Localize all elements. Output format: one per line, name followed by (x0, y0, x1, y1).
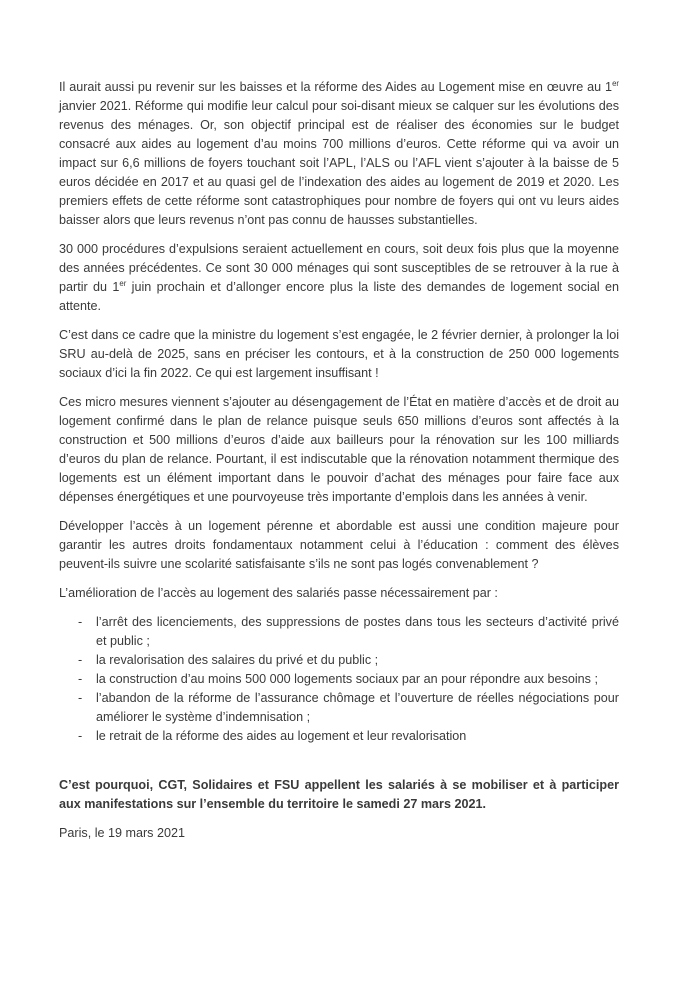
paragraph-logement-education: Développer l’accès à un logement pérenne et abordable est aussi une condition majeure pour garantir les autres droits fondamentaux notamment celui à l’éducation : comment des élèves peuvent-ils suivre une scolarité satisfaisante s’ils ne sont pas logés convenablement ? (59, 519, 619, 571)
paragraph-1-text: Il aurait aussi pu revenir sur les baisses et la réforme des Aides au Logement mise en œuvre au 1 (59, 80, 613, 94)
list-item-text: l’abandon de la réforme de l’assurance chômage et l’ouverture de réelles négociations pour améliorer le système d’indemnisation ; (96, 691, 619, 724)
paragraph-housing-aid-reform (59, 78, 619, 230)
paragraph-expulsions (59, 240, 619, 316)
superscript-ordinal: er (612, 78, 619, 88)
bullet-marker: - (78, 672, 83, 686)
document-page (59, 78, 619, 843)
paragraph-plan-de-relance: Ces micro mesures viennent s’ajouter au désengagement de l’État en matière d’accès et de droit au logement confirmé dans le plan de relance puisque seuls 650 millions d’euros sont affectés à la construction et 500 millions d’euros d’aide aux bailleurs pour la rénovation sur les 100 milliards d’euros du plan de relance. Pourtant, il est indiscutable que la rénovation notamment thermique des logements est un élément important dans le pouvoir d’achat des ménages pour faire face aux dépenses énergétiques et une pourvoyeuse très importante d’emplois dans les années à venir. (59, 395, 619, 504)
superscript-ordinal: er (119, 278, 127, 288)
bullet-marker: - (78, 653, 83, 667)
paragraph-2-text: 30 000 procédures d’expulsions seraient actuellement en cours, soit deux fois plus que la moyenne des années précédentes. Ce sont 30 000 ménages qui sont susceptibles de se retrouver à la rue à partir du 1 (59, 242, 619, 294)
paragraph-ministre-engagement: C’est dans ce cadre que la ministre du logement s’est engagée, le 2 février dernier, à prolonger la loi SRU au-delà de 2025, sans en préciser les contours, et à la construction de 250 000 logements sociaux d’ici la fin 2022. Ce qui est largement insuffisant ! (59, 328, 619, 380)
bullet-marker: - (78, 615, 83, 629)
list-item-text: la revalorisation des salaires du privé et du public ; (96, 653, 379, 667)
list-item (59, 689, 619, 727)
list-item-text: l’arrêt des licenciements, des suppressions de postes dans tous les secteurs d’activité privé et public ; (96, 615, 619, 648)
list-item-text: le retrait de la réforme des aides au logement et leur revalorisation (96, 729, 467, 743)
demands-list (59, 613, 619, 746)
list-item (59, 651, 619, 670)
dateline: Paris, le 19 mars 2021 (59, 826, 185, 840)
list-item-text: la construction d’au moins 500 000 logements sociaux par an pour répondre aux besoins ; (96, 672, 598, 686)
call-to-action: C’est pourquoi, CGT, Solidaires et FSU appellent les salariés à se mobiliser et à participer aux manifestations sur l’ensemble du territoire le samedi 27 mars 2021. (59, 778, 619, 811)
list-intro: L’amélioration de l’accès au logement des salariés passe nécessairement par : (59, 586, 498, 600)
bullet-marker: - (78, 691, 83, 705)
list-item (59, 670, 619, 689)
paragraph-2-text-continued: juin prochain et d’allonger encore plus la liste des demandes de logement social en attente. (59, 280, 620, 313)
list-item (59, 727, 619, 746)
paragraph-1-text-continued: janvier 2021. Réforme qui modifie leur calcul pour soi-disant mieux se calquer sur les évolutions des revenus des ménages. Or, son objectif principal est de réaliser des économies sur le budget consacré aux aides au logement d’au moins 700 millions d’euros. Cette réforme qui va avoir un impact sur 6,6 millions de foyers touchant soit l’APL, l’ALS ou l’AFL vient s’ajouter à la baisse de 5 euros décidée en 2017 et au quasi gel de l’indexation des aides au logement de 2019 et 2020. Les premiers effets de cette réforme sont catastrophiques pour nombre de foyers qui ont vu leurs aides baisser alors que leurs revenus n’ont pas connu de hausses substantielles. (59, 99, 619, 227)
bullet-marker: - (78, 729, 83, 743)
list-item (59, 613, 619, 651)
